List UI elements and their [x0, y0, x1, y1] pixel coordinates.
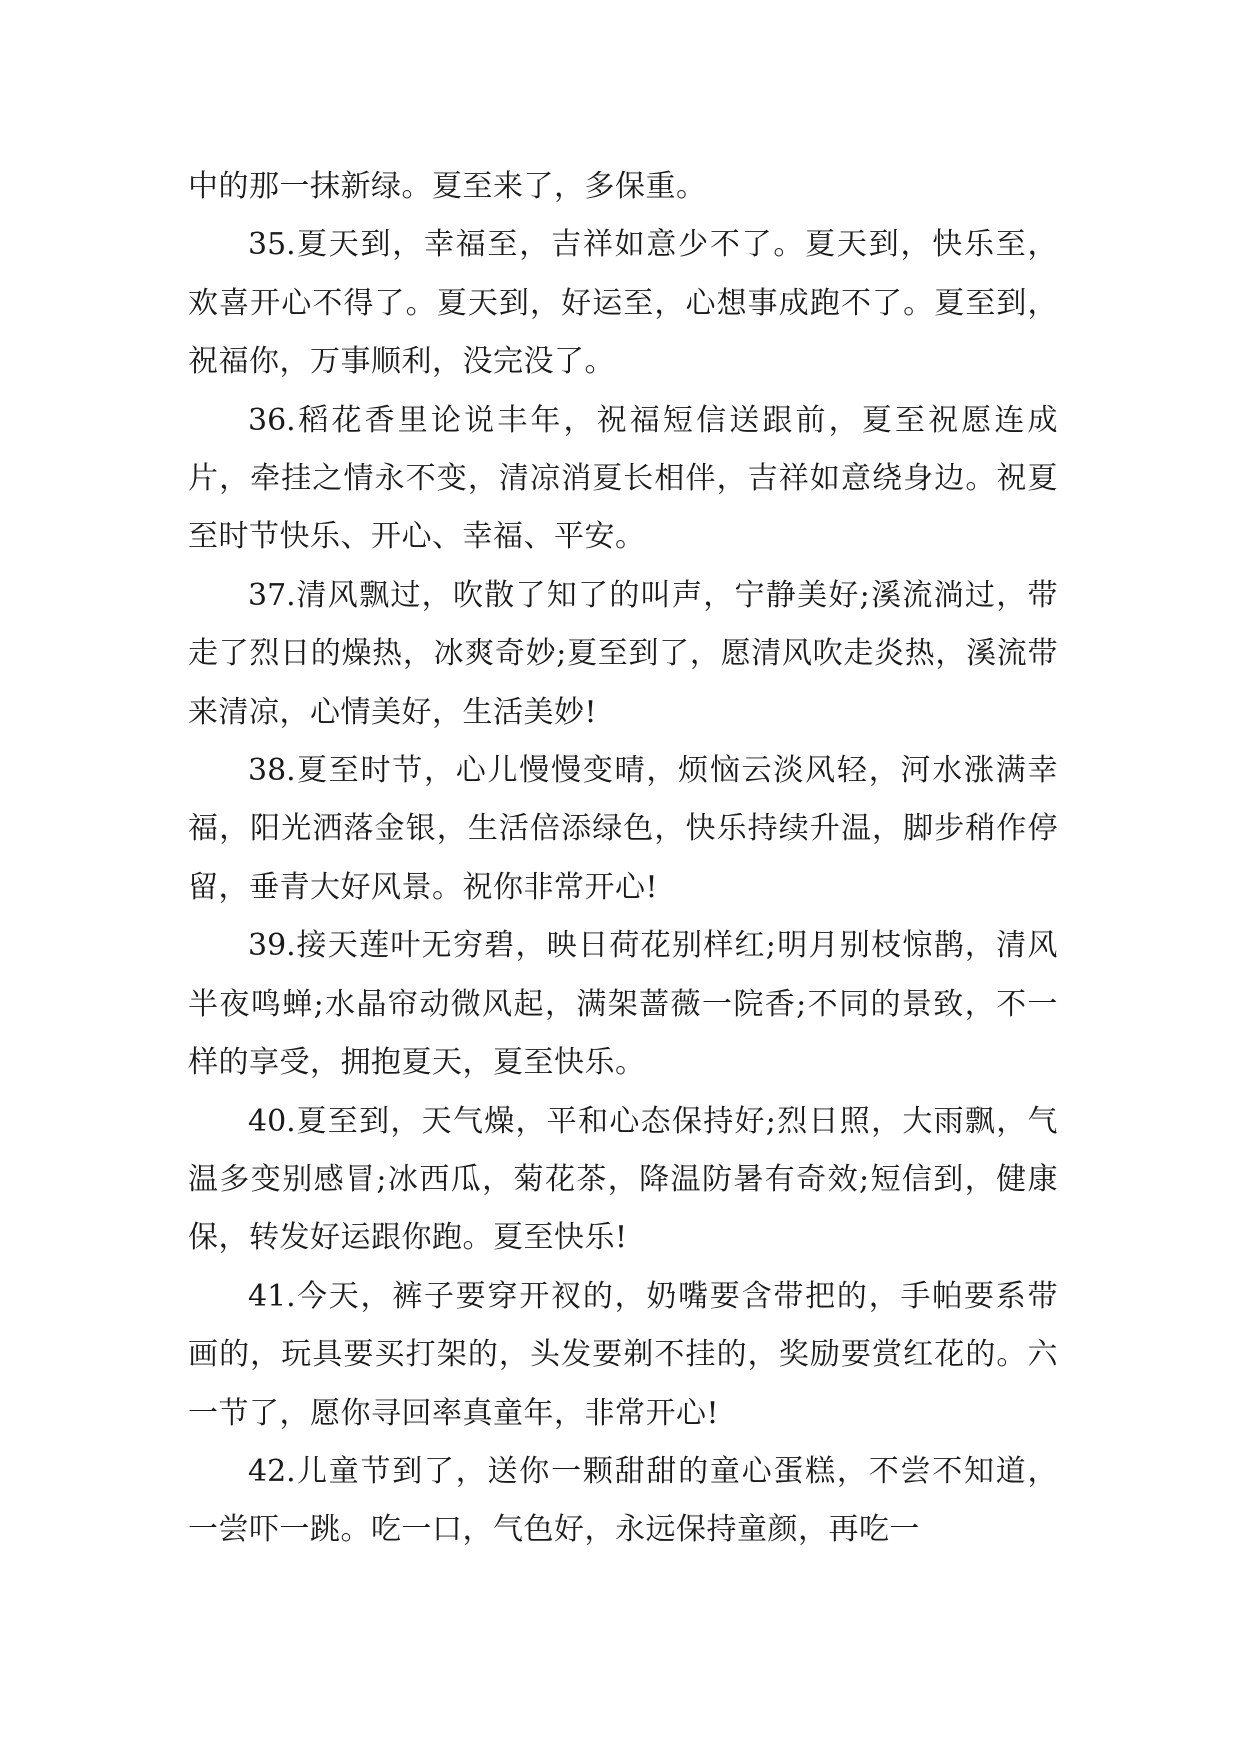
paragraph-41 — [188, 1268, 1058, 1443]
paragraph-number: 35. — [248, 227, 296, 263]
paragraph-text: 中的那一抹新绿。夏至来了，多保重。 — [188, 169, 707, 204]
paragraph-42 — [188, 1443, 1058, 1560]
paragraph-text: 今天，裤子要穿开衩的，奶嘴要含带把的，手帕要系带画的，玩具要买打架的，头发要剃不挂的，奖励要赏红花的。六一节了，愿你寻回率真童年，非常开心! — [188, 1278, 1058, 1431]
paragraph-number: 40. — [248, 1103, 296, 1139]
paragraph-text: 接天莲叶无穷碧，映日荷花别样红;明月别枝惊鹊，清风半夜鸣蝉;水晶帘动微风起，满架蔷薇一院香;不同的景致，不一样的享受，拥抱夏天，夏至快乐。 — [188, 928, 1058, 1081]
paragraph-text: 夏天到，幸福至，吉祥如意少不了。夏天到，快乐至，欢喜开心不得了。夏天到，好运至，心想事成跑不了。夏至到，祝福你，万事顺利，没完没了。 — [188, 227, 1058, 380]
paragraph-number: 41. — [248, 1278, 296, 1314]
paragraph-text: 稻花香里论说丰年，祝福短信送跟前，夏至祝愿连成片，牵挂之情永不变，清凉消夏长相伴，吉祥如意绕身边。祝夏至时节快乐、开心、幸福、平安。 — [188, 402, 1058, 555]
document-body — [188, 158, 1058, 1560]
paragraph-number: 39. — [248, 928, 296, 964]
paragraph-37 — [188, 567, 1058, 742]
paragraph-38 — [188, 742, 1058, 917]
paragraph-text: 夏至时节，心儿慢慢变晴，烦恼云淡风轻，河水涨满幸福，阳光洒落金银，生活倍添绿色，快乐持续升温，脚步稍作停留，垂青大好风景。祝你非常开心! — [188, 753, 1058, 905]
paragraph-number: 38. — [248, 753, 296, 789]
paragraph-number: 36. — [248, 402, 296, 438]
paragraph-36 — [188, 392, 1058, 567]
paragraph-continuation — [188, 158, 1058, 216]
paragraph-text: 儿童节到了，送你一颗甜甜的童心蛋糕，不尝不知道，一尝吓一跳。吃一口，气色好，永远保持童颜，再吃一 — [188, 1453, 1058, 1548]
paragraph-39 — [188, 917, 1058, 1092]
paragraph-35 — [188, 216, 1058, 391]
paragraph-text: 清风飘过，吹散了知了的叫声，宁静美好;溪流淌过，带走了烈日的燥热，冰爽奇妙;夏至到了，愿清风吹走炎热，溪流带来清凉，心情美好，生活美妙! — [188, 577, 1058, 730]
paragraph-number: 37. — [248, 577, 296, 613]
paragraph-text: 夏至到，天气燥，平和心态保持好;烈日照，大雨飘，气温多变别感冒;冰西瓜，菊花茶，降温防暑有奇效;短信到，健康保，转发好运跟你跑。夏至快乐! — [188, 1103, 1058, 1256]
paragraph-40 — [188, 1093, 1058, 1268]
paragraph-number: 42. — [248, 1453, 296, 1489]
